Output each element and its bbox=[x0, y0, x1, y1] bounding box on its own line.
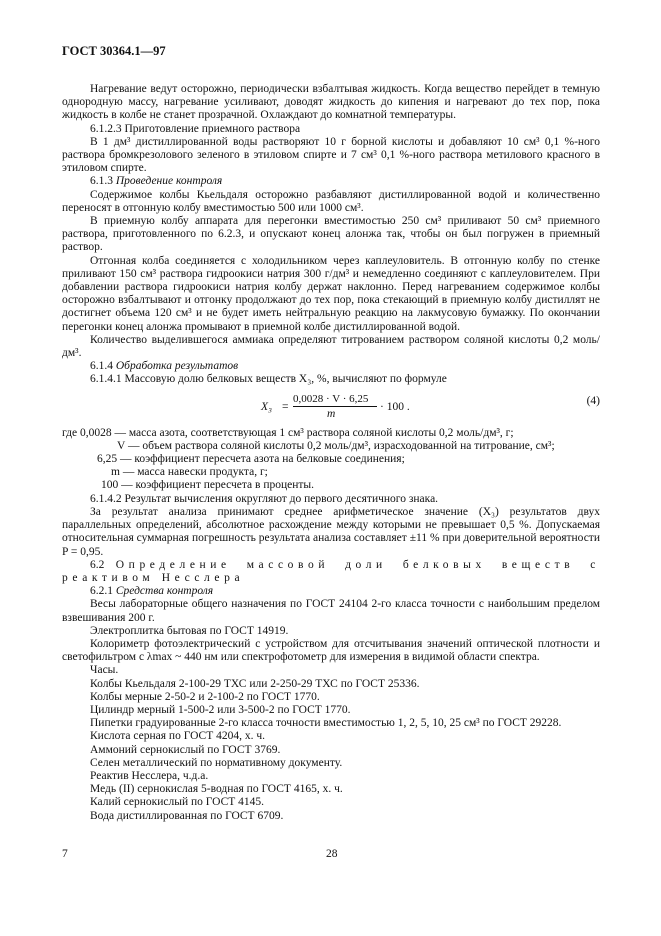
reagent-nessler: Реактив Несслера, ч.д.а. bbox=[90, 769, 209, 782]
def-m: m — масса навески продукта, г; bbox=[111, 466, 268, 479]
section-6-1-2-3: 6.1.2.3 Приготовление приемного раствора bbox=[90, 122, 301, 135]
equip-cylinder: Цилиндр мерный 1-500-2 или 3-500-2 по ГОСТ 1770. bbox=[90, 703, 351, 716]
formula-number: (4) bbox=[586, 394, 600, 407]
equip-clock: Часы. bbox=[90, 664, 119, 677]
section-6-2 bbox=[62, 559, 600, 585]
formula-lhs: X₃ bbox=[261, 400, 273, 413]
paragraph-rounding: 6.1.4.2 Результат вычисления округляют до первого десятичного знака. bbox=[90, 492, 439, 505]
section-title: Обработка результатов bbox=[115, 360, 239, 373]
section-6-1-3 bbox=[62, 175, 600, 188]
paragraph-ammonia: Количество выделившегося аммиака определяют титрованием раствором соляной кислоты 0,2 моль/дм³. bbox=[62, 333, 600, 360]
def-v: V — объем раствора соляной кислоты 0,2 моль/дм³, израсходованной на титрование, см³; bbox=[117, 439, 555, 452]
reagent-potassium-sulfate: Калий сернокислый по ГОСТ 4145. bbox=[90, 796, 265, 809]
reagent-ammonium-sulfate: Аммоний сернокислый по ГОСТ 3769. bbox=[90, 743, 281, 756]
section-number: 6.2.1 bbox=[90, 585, 113, 598]
reagent-copper-sulfate: Медь (II) сернокислая 5-водная по ГОСТ 4165, х. ч. bbox=[90, 783, 343, 796]
equip-balance: Весы лабораторные общего назначения по ГОСТ 24104 2-го класса точности с наибольшим пределом взвешивания 200 г. bbox=[62, 598, 600, 624]
paragraph-receiving-solution: В 1 дм³ дистиллированной воды растворяют 10 г борной кислоты и добавляют 10 см³ 0,1 %-ного раствора бромкрезолового зеленого в этиловом спирте и 7 см³ 0,1 %-ного раствора метилового красного в этиловом спирте. bbox=[62, 135, 600, 175]
equip-hotplate: Электроплитка бытовая по ГОСТ 14919. bbox=[90, 624, 289, 637]
body-part-1 bbox=[62, 83, 600, 823]
section-6-2-1 bbox=[62, 585, 600, 598]
paragraph-formula-intro: 6.1.4.1 Массовую долю белковых веществ X₃, %, вычисляют по формуле bbox=[90, 373, 447, 386]
footer-left-number: 7 bbox=[62, 848, 68, 860]
section-number: 6.1.4 bbox=[90, 360, 113, 373]
formula-numerator: 0,0028 · V · 6,25 bbox=[293, 392, 369, 405]
paragraph-heating: Нагревание ведут осторожно, периодически взбалтывая жидкость. Когда вещество перейдет в темную однородную массу, нагревание усиливают, доводят жидкость до кипения и нагревают до тех пор, пока жидкость в колбе не станет прозрачной. Охлаждают до комнатной температуры. bbox=[62, 83, 600, 122]
section-title: Определение массовой доли белковых веществ с реактивом Несслера bbox=[62, 558, 600, 584]
equip-pipettes: Пипетки градуированные 2-го класса точности вместимостью 1, 2, 5, 10, 25 см³ по ГОСТ 29228. bbox=[90, 717, 562, 730]
reagent-sulfuric-acid: Кислота серная по ГОСТ 4204, х. ч. bbox=[90, 730, 265, 743]
paragraph-result: За результат анализа принимают среднее арифметическое значение (X₃) результатов двух параллельных определений, абсолютное расхождение между которыми не превышает 0,5 %. Допускаемая относительная суммарная погрешность результата анализа составляет ±11 % при доверительной вероятности P = 0,95. bbox=[62, 505, 600, 558]
formula-multiplier: · 100 . bbox=[380, 400, 410, 413]
document-header: ГОСТ 30364.1—97 bbox=[62, 44, 166, 58]
fraction-bar bbox=[293, 406, 377, 407]
def-where: где 0,0028 — масса азота, соответствующая 1 см³ раствора соляной кислоты 0,2 моль/дм³, г; bbox=[62, 426, 514, 439]
formula-definitions bbox=[62, 427, 600, 493]
equip-kjeldahl-flasks: Колбы Кьельдаля 2-100-29 ТХС или 2-250-29 ТХС по ГОСТ 25336. bbox=[90, 677, 420, 690]
reagent-water: Вода дистиллированная по ГОСТ 6709. bbox=[90, 809, 284, 822]
paragraph-distillation: Отгонная колба соединяется с холодильником через каплеуловитель. В отгонную колбу по стенке приливают 150 см³ раствора гидроокиси натрия 300 г/дм³ и немедленно соединяют с каплеуловителем. При добавлении раствора гидроокиси натрия колбу держат наклонно. Перед нагреванием содержимое колбы осторожно взбалтывают и отгонку продолжают до тех пор, пока стекающий в приемную колбу дистиллят не достигнет объема 120 см³ и не будет иметь нейтральную реакцию на лакмусовую бумажку. По окончании перегонки конец алонжа промывают в приемной колбе дистиллированной водой. bbox=[62, 254, 600, 333]
def-625: 6,25 — коэффициент пересчета азота на белковые соединения; bbox=[97, 453, 405, 466]
section-number: 6.2 bbox=[90, 558, 105, 571]
section-title: Средства контроля bbox=[115, 585, 214, 598]
paragraph-receiving-flask: В приемную колбу аппарата для перегонки вместимостью 250 см³ приливают 50 см³ приемного раствора, приготовленного по 6.2.3, и опускают конец алонжа так, чтобы он был погружен в приемный раствор. bbox=[62, 215, 600, 254]
paragraph-kjeldahl: Содержимое колбы Кьельдаля осторожно разбавляют дистиллированной водой и количественно переносят в отгонную колбу вместимостью 500 или 1000 см³. bbox=[62, 188, 600, 214]
page-number: 28 bbox=[326, 848, 338, 860]
reagent-selenium: Селен металлический по нормативному документу. bbox=[90, 756, 343, 769]
def-100: 100 — коэффициент пересчета в проценты. bbox=[101, 479, 315, 492]
formula-denominator: m bbox=[327, 407, 336, 420]
formula-4 bbox=[62, 393, 600, 423]
section-number: 6.1.3 bbox=[90, 175, 113, 188]
equip-colorimeter: Колориметр фотоэлектрический с устройством для отсчитывания значений оптической плотности и светофильтром с λmax ~ 440 нм или спектрофотометр для измерения в видимой области спектра. bbox=[62, 637, 600, 664]
section-title: Проведение контроля bbox=[115, 175, 223, 188]
equip-volumetric-flasks: Колбы мерные 2-50-2 и 2-100-2 по ГОСТ 1770. bbox=[90, 690, 320, 703]
section-6-1-4 bbox=[62, 360, 600, 373]
formula-eq: = bbox=[282, 400, 289, 413]
